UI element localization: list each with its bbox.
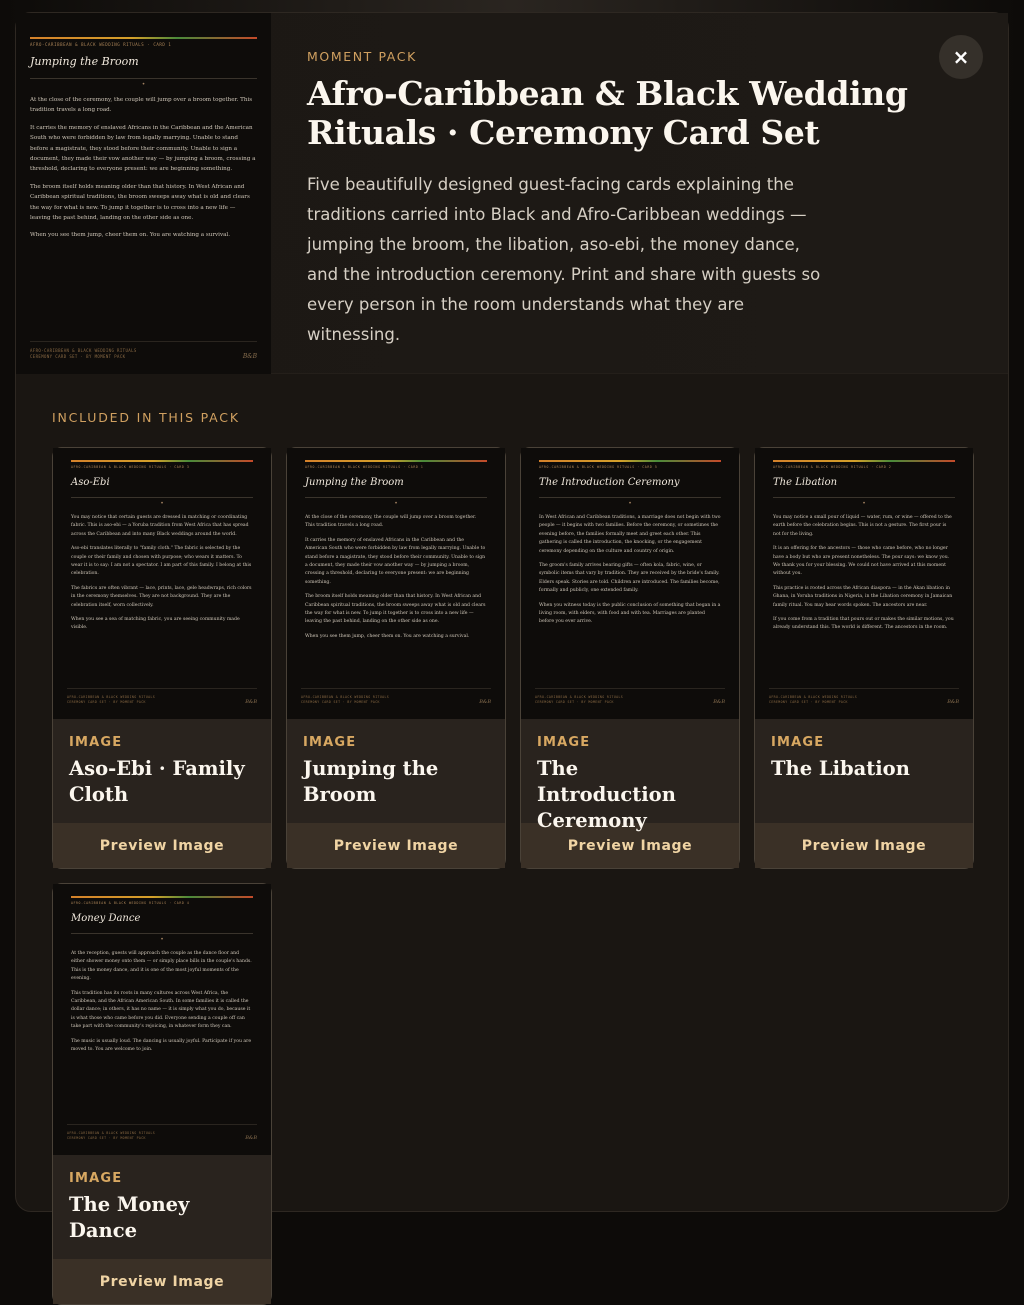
card-footer-mark: B&B [479, 699, 491, 705]
card-ornament: • [160, 936, 164, 943]
card-kicker: AFRO-CARIBBEAN & BLACK WEDDING RITUALS · CARD 1 [30, 42, 172, 47]
included-section [16, 374, 1008, 1305]
section-label: INCLUDED IN THIS PACK [52, 410, 240, 425]
card-footer-mark: B&B [245, 1135, 257, 1141]
card-paragraph: This tradition has its roots in many cultures across West Africa, the Caribbean, and the African American South. In some families it is called the dollar dance; in others, it has no name — it is simply what you do, because it is what those who came before you did. Everyone sending a couple off can take part with the community's rejoicing, in whatever form they can. [71, 990, 251, 1030]
card-divider [773, 497, 955, 498]
preview-image-button[interactable]: Preview Image [521, 823, 739, 868]
card-footer-mark: B&B [245, 699, 257, 705]
card-paragraph: You may notice that certain guests are dressed in matching or coordinating fabric. This is aso-ebi — a Yoruba tradition from West Africa that has spread across the Caribbean and into many Black weddings around the world. [71, 515, 249, 537]
card-paragraph: You may notice a small pour of liquid — water, rum, or wine — offered to the earth before the celebration begins. This is not a gesture. The first pour is not for the living. [773, 515, 952, 537]
hero-card-preview [16, 13, 271, 374]
tile-type-label: IMAGE [69, 1171, 123, 1186]
card-footer [67, 1124, 257, 1141]
close-button[interactable] [939, 35, 983, 79]
card-paragraph: It is an offering for the ancestors — those who came before, who no longer have a body but who are present nonetheless. The pour says: we know you. We thank you for your blessing. We could not have arrived at this moment without you. [773, 546, 950, 577]
card-body [71, 514, 253, 633]
card-divider [71, 497, 253, 498]
card-footer-line: CEREMONY CARD SET · BY MOMENT PACK [30, 354, 126, 359]
card-body [773, 514, 955, 633]
card-title: Jumping the Broom [305, 477, 404, 488]
card-footer-line: AFRO-CARIBBEAN & BLACK WEDDING RITUALS [535, 695, 624, 699]
item-tile-aso-ebi[interactable] [52, 447, 272, 869]
card-accent-bar [30, 37, 257, 39]
tile-preview [755, 448, 973, 719]
card-title: The Libation [773, 477, 838, 488]
card-footer-line: AFRO-CARIBBEAN & BLACK WEDDING RITUALS [67, 695, 156, 699]
tile-preview [53, 448, 271, 719]
card-kicker: AFRO-CARIBBEAN & BLACK WEDDING RITUALS · CARD 5 [539, 465, 658, 469]
card-title: Aso-Ebi [71, 477, 110, 488]
tile-preview [287, 448, 505, 719]
tile-meta [287, 719, 505, 823]
card-body [539, 514, 721, 627]
tile-name: The Introduction Ceremony [537, 757, 676, 832]
card-title: The Introduction Ceremony [539, 477, 680, 488]
card-footer-line: AFRO-CARIBBEAN & BLACK WEDDING RITUALS [769, 695, 858, 699]
preview-image-button[interactable]: Preview Image [53, 1259, 271, 1304]
card-footer-line: AFRO-CARIBBEAN & BLACK WEDDING RITUALS [301, 695, 390, 699]
pack-title: Afro-Caribbean & Black Wedding Rituals · Ceremony Card Set [307, 74, 908, 152]
preview-image-button[interactable]: Preview Image [755, 823, 973, 868]
card-footer [67, 688, 257, 705]
card-footer-line: CEREMONY CARD SET · BY MOMENT PACK [67, 1136, 146, 1140]
item-tile-money-dance[interactable] [52, 883, 272, 1305]
close-icon: × [952, 45, 970, 69]
preview-image-button[interactable]: Preview Image [287, 823, 505, 868]
card-footer-line: CEREMONY CARD SET · BY MOMENT PACK [301, 700, 380, 704]
card-divider [30, 78, 257, 79]
tile-preview [53, 884, 271, 1155]
card-footer [535, 688, 725, 705]
tile-preview [521, 448, 739, 719]
card-title: Money Dance [71, 913, 141, 924]
card-kicker: AFRO-CARIBBEAN & BLACK WEDDING RITUALS · CARD 3 [71, 465, 190, 469]
tile-meta [755, 719, 973, 823]
card-footer-text [769, 695, 857, 705]
card-footer-line: CEREMONY CARD SET · BY MOMENT PACK [535, 700, 614, 704]
card-paragraph: In West African and Caribbean traditions, a marriage does not begin with two people — it begins with two families. Before the ceremony, or sometimes the evening before, the families formally meet and greet each other. This gathering is called the introduction, the knocking, or the engagement ceremony depending on the culture and country of origin. [539, 515, 721, 554]
card-footer-line: AFRO-CARIBBEAN & BLACK WEDDING RITUALS [67, 1131, 156, 1135]
card-footer [769, 688, 959, 705]
card-accent-bar [539, 460, 721, 462]
card-kicker: AFRO-CARIBBEAN & BLACK WEDDING RITUALS · CARD 1 [305, 465, 424, 469]
card-footer-text [67, 695, 155, 705]
item-tile-jumping-the-broom[interactable] [286, 447, 506, 869]
card-footer-mark: B&B [713, 699, 725, 705]
card-paragraph: It carries the memory of enslaved Africans in the Caribbean and the American South who were forbidden by law from legally marrying. Unable to stand before a magistrate, they stood before their community. Unable to sign a document, they made their vow another way — by jumping a broom, crossing a threshold, declaring to everyone present: we are beginning something. [305, 537, 486, 585]
moment-pack-modal [15, 12, 1009, 1290]
card-kicker: AFRO-CARIBBEAN & BLACK WEDDING RITUALS · CARD 4 [71, 901, 190, 905]
card-accent-bar [71, 896, 253, 898]
header-text [271, 13, 1008, 373]
tile-meta [53, 1155, 271, 1259]
card-footer-text [30, 348, 137, 360]
card-paragraph: When you see a sea of matching fabric, you are seeing community made visible. [71, 617, 240, 631]
tile-meta [521, 719, 739, 832]
tile-type-label: IMAGE [771, 735, 825, 750]
card-paragraph: When you witness today is the public conclusion of something that began in a living room, with elders, with food and with tea. Marriages are planted before you ever arrive. [539, 602, 721, 625]
card-paragraph: The broom itself holds meaning older than that history. In West African and Caribbean spiritual traditions, the broom sweeps away what is old and clears the way for what is new. To jump it together is to cross into a new life — leaving the past behind, landing on the other side as one. [305, 594, 486, 625]
card-body [30, 95, 257, 241]
card-ornament: • [160, 500, 164, 507]
card-title: Jumping the Broom [30, 55, 139, 68]
card-ornament: • [862, 500, 866, 507]
card-body [71, 950, 253, 1054]
card-footer-line: CEREMONY CARD SET · BY MOMENT PACK [67, 700, 146, 704]
tile-meta [53, 719, 271, 823]
card-paragraph: The broom itself holds meaning older than that history. In West African and Caribbean spiritual traditions, the broom sweeps away what is old and clears the way for what is new. To jump it together is to cross into a new life — leaving the past behind, landing on the other side as one. [30, 183, 250, 222]
card-kicker: AFRO-CARIBBEAN & BLACK WEDDING RITUALS · CARD 2 [773, 465, 892, 469]
card-paragraph: This practice is rooted across the African diaspora — in the Akan libation in Ghana, in Yoruba traditions in Nigeria, in the Libation ceremony in Jamaican family ritual. You may hear words spoken. The ancestors are near. [773, 585, 953, 608]
modal-header [16, 13, 1008, 374]
card-paragraph: When you see them jump, cheer them on. You are watching a survival. [30, 232, 231, 239]
tile-type-label: IMAGE [303, 735, 357, 750]
card-footer-text [301, 695, 389, 705]
card-divider [539, 497, 721, 498]
card-ornament: • [394, 500, 398, 507]
preview-image-button[interactable]: Preview Image [53, 823, 271, 868]
pack-eyebrow: MOMENT PACK [307, 49, 417, 64]
card-accent-bar [773, 460, 955, 462]
item-tile-introduction-ceremony[interactable] [520, 447, 740, 869]
card-paragraph: The music is usually loud. The dancing is usually joyful. Participate if you are moved to. You are welcome to join. [71, 1038, 252, 1053]
card-ornament: • [628, 500, 632, 507]
card-footer-line: CEREMONY CARD SET · BY MOMENT PACK [769, 700, 848, 704]
card-footer-mark: B&B [947, 699, 959, 705]
card-paragraph: If you come from a tradition that pours out or makes the similar motions, you already understand this. The world is different. The ancestors in the room. [773, 617, 954, 631]
tile-type-label: IMAGE [537, 735, 591, 750]
card-paragraph: At the reception, guests will approach the couple as the dance floor and either shower money onto them — or simply place bills in the couple's hands. This is the money dance, and it is one of the most joyful moments of the evening. [71, 951, 252, 982]
card-divider [305, 497, 487, 498]
card-paragraph: When you see them jump, cheer them on. You are watching a survival. [305, 633, 470, 639]
card-paragraph: The groom's family arrives bearing gifts — often kola, fabric, wine, or symbolic items that vary by tradition. They are received by the bride's family. Elders speak. Stories are told. Children are introduced. The families become, formally and publicly, one extended family. [539, 563, 720, 594]
card-footer [301, 688, 491, 705]
card-ornament: • [141, 81, 146, 88]
items-grid [52, 447, 972, 1305]
item-tile-libation[interactable] [754, 447, 974, 869]
card-footer-text [67, 1131, 155, 1141]
card-paragraph: At the close of the ceremony, the couple will jump over a broom together. This tradition travels a long road. [305, 515, 477, 529]
card-accent-bar [71, 460, 253, 462]
card-footer-text [535, 695, 623, 705]
card-divider [71, 933, 253, 934]
tile-name: The Libation [771, 757, 910, 780]
card-paragraph: It carries the memory of enslaved Africans in the Caribbean and the American South who were forbidden by law from legally marrying. Unable to stand before a magistrate, they stood before their community. Unable to sign a document, they made their vow another way — by jumping a broom, crossing a threshold, declaring to everyone present: we are beginning something. [30, 124, 256, 173]
tile-name: Jumping the Broom [303, 757, 439, 806]
card-footer-line: AFRO-CARIBBEAN & BLACK WEDDING RITUALS [30, 348, 137, 353]
card-paragraph: Aso-ebi translates literally to "family cloth." The fabric is selected by the couple or their family and chosen with purpose; who wears it matters. To wear it is to say: I am not a spectator. I am part of this family. I belong at this celebration. [71, 546, 252, 577]
card-footer [30, 341, 257, 360]
tile-type-label: IMAGE [69, 735, 123, 750]
card-paragraph: At the close of the ceremony, the couple will jump over a broom together. This tradition travels a long road. [30, 97, 253, 114]
card-accent-bar [305, 460, 487, 462]
card-body [305, 514, 487, 641]
tile-name: The Money Dance [69, 1193, 190, 1242]
pack-description: Five beautifully designed guest-facing cards explaining the traditions carried into Black and Afro-Caribbean weddings — jumping the broom, the libation, aso-ebi, the money dance, and the introduction ceremony. Print and share with guests so every person in the room understands what they are witnessing. [307, 175, 821, 344]
tile-name: Aso-Ebi · Family Cloth [69, 757, 245, 806]
card-footer-mark: B&B [242, 353, 257, 360]
card-paragraph: The fabrics are often vibrant — lace, prints, lace, gele headwraps, rich colors in the ceremony themselves. They are not background. They are the celebration itself, worn collectively. [71, 585, 252, 608]
